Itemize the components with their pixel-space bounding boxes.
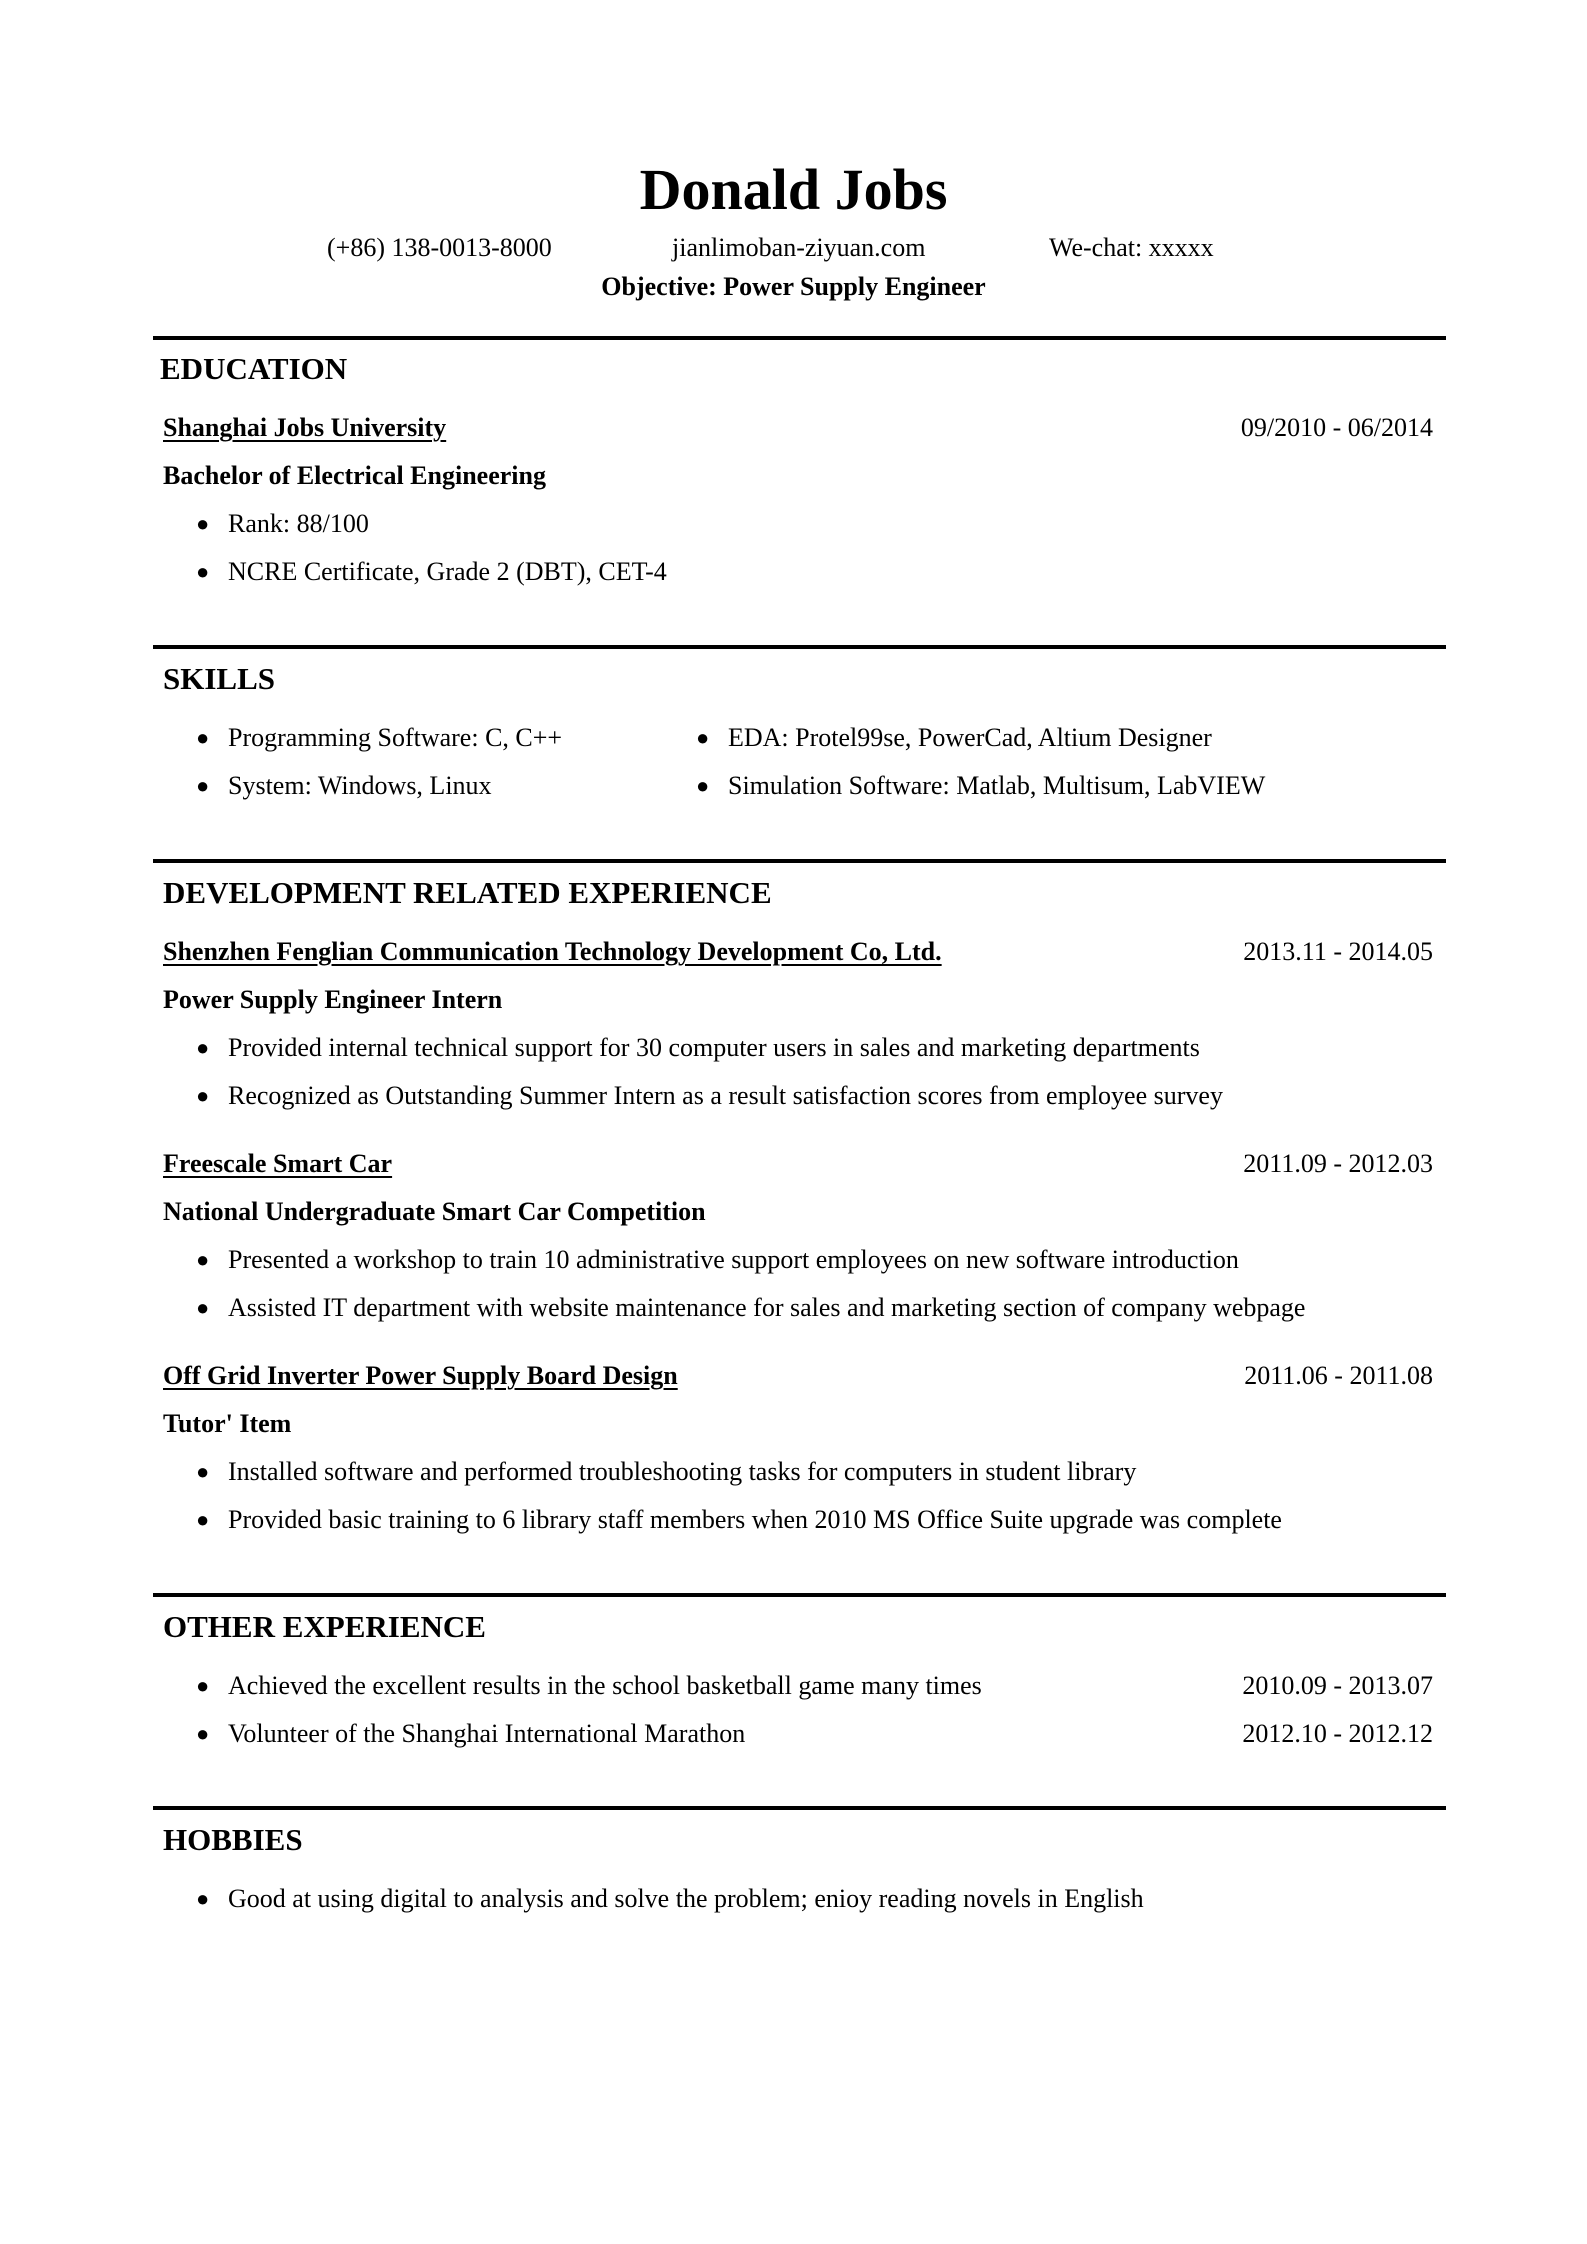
skill-text: EDA: Protel99se, PowerCad, Altium Designer xyxy=(728,723,1212,752)
employer-name: Shenzhen Fenglian Communication Technology Development Co, Ltd. xyxy=(163,937,942,966)
entry-dates: 2013.11 - 2014.05 xyxy=(1243,937,1433,966)
list-item xyxy=(196,1244,1239,1276)
list-item xyxy=(196,1456,1137,1488)
bullet-icon: ● xyxy=(196,1247,210,1272)
bullet-icon: ● xyxy=(196,1295,210,1320)
bullet-icon: ● xyxy=(196,1673,210,1698)
skill-item xyxy=(696,722,1212,754)
list-item xyxy=(196,1292,1306,1324)
bullet-icon: ● xyxy=(196,1886,210,1911)
list-item-text: Recognized as Outstanding Summer Intern as a result satisfaction scores from employee survey xyxy=(228,1081,1223,1110)
list-item xyxy=(196,1032,1200,1064)
job-role: Tutor' Item xyxy=(163,1409,292,1438)
list-item xyxy=(196,1080,1223,1112)
entry-dates: 2011.06 - 2011.08 xyxy=(1244,1361,1433,1390)
section-title-hobbies: HOBBIES xyxy=(163,1822,303,1857)
bullet-icon: ● xyxy=(196,1083,210,1108)
phone-number: (+86) 138-0013-8000 xyxy=(327,233,552,262)
bullet-icon: ● xyxy=(196,725,210,750)
skill-item xyxy=(196,722,563,754)
list-item-text: Achieved the excellent results in the school basketball game many times xyxy=(228,1671,982,1700)
section-divider xyxy=(153,859,1446,863)
section-divider xyxy=(153,1593,1446,1597)
employer-name: Off Grid Inverter Power Supply Board Design xyxy=(163,1361,678,1390)
skill-item xyxy=(696,770,1266,802)
job-role: National Undergraduate Smart Car Competition xyxy=(163,1197,706,1226)
skill-item xyxy=(196,770,492,802)
list-item xyxy=(196,1504,1282,1536)
bullet-icon: ● xyxy=(196,1721,210,1746)
section-title-development: DEVELOPMENT RELATED EXPERIENCE xyxy=(163,875,772,910)
list-item xyxy=(196,1670,982,1702)
bullet-icon: ● xyxy=(196,511,210,536)
bullet-icon: ● xyxy=(196,1459,210,1484)
skill-text: System: Windows, Linux xyxy=(228,771,492,800)
list-item-text: Assisted IT department with website maintenance for sales and marketing section of company webpage xyxy=(228,1293,1306,1322)
section-title-skills: SKILLS xyxy=(163,661,276,696)
list-item xyxy=(196,1718,746,1750)
skill-text: Programming Software: C, C++ xyxy=(228,723,563,752)
candidate-name: Donald Jobs xyxy=(639,157,948,222)
bullet-icon: ● xyxy=(196,1507,210,1532)
list-item xyxy=(196,556,667,588)
list-item xyxy=(196,1883,1144,1915)
list-item-text: Provided internal technical support for 30 computer users in sales and marketing departments xyxy=(228,1033,1200,1062)
entry-dates: 2012.10 - 2012.12 xyxy=(1242,1719,1433,1748)
list-item xyxy=(196,508,369,540)
entry-dates: 2011.09 - 2012.03 xyxy=(1243,1149,1433,1178)
section-divider xyxy=(153,1806,1446,1810)
education-dates: 09/2010 - 06/2014 xyxy=(1240,413,1433,442)
wechat-id: We-chat: xxxxx xyxy=(1049,233,1214,262)
list-item-text: Volunteer of the Shanghai International Marathon xyxy=(228,1719,746,1748)
list-item-text: Rank: 88/100 xyxy=(228,509,369,538)
employer-name: Freescale Smart Car xyxy=(163,1149,393,1178)
bullet-icon: ● xyxy=(696,725,710,750)
degree: Bachelor of Electrical Engineering xyxy=(163,461,546,490)
list-item-text: Installed software and performed troubleshooting tasks for computers in student library xyxy=(228,1457,1137,1486)
job-role: Power Supply Engineer Intern xyxy=(163,985,503,1014)
skill-text: Simulation Software: Matlab, Multisum, LabVIEW xyxy=(728,771,1266,800)
section-title-other: OTHER EXPERIENCE xyxy=(163,1609,486,1644)
list-item-text: Presented a workshop to train 10 administrative support employees on new software introduction xyxy=(228,1245,1239,1274)
bullet-icon: ● xyxy=(196,1035,210,1060)
list-item-text: Good at using digital to analysis and solve the problem; enioy reading novels in English xyxy=(228,1884,1144,1913)
section-divider xyxy=(153,645,1446,649)
entry-dates: 2010.09 - 2013.07 xyxy=(1242,1671,1433,1700)
school-name: Shanghai Jobs University xyxy=(163,413,447,442)
bullet-icon: ● xyxy=(696,773,710,798)
bullet-icon: ● xyxy=(196,559,210,584)
list-item-text: Provided basic training to 6 library staff members when 2010 MS Office Suite upgrade was complete xyxy=(228,1505,1282,1534)
section-title-education: EDUCATION xyxy=(160,351,348,386)
bullet-icon: ● xyxy=(196,773,210,798)
section-divider xyxy=(153,336,1446,340)
objective: Objective: Power Supply Engineer xyxy=(601,272,986,301)
website-link[interactable]: jianlimoban-ziyuan.com xyxy=(672,233,926,262)
list-item-text: NCRE Certificate, Grade 2 (DBT), CET-4 xyxy=(228,557,667,586)
